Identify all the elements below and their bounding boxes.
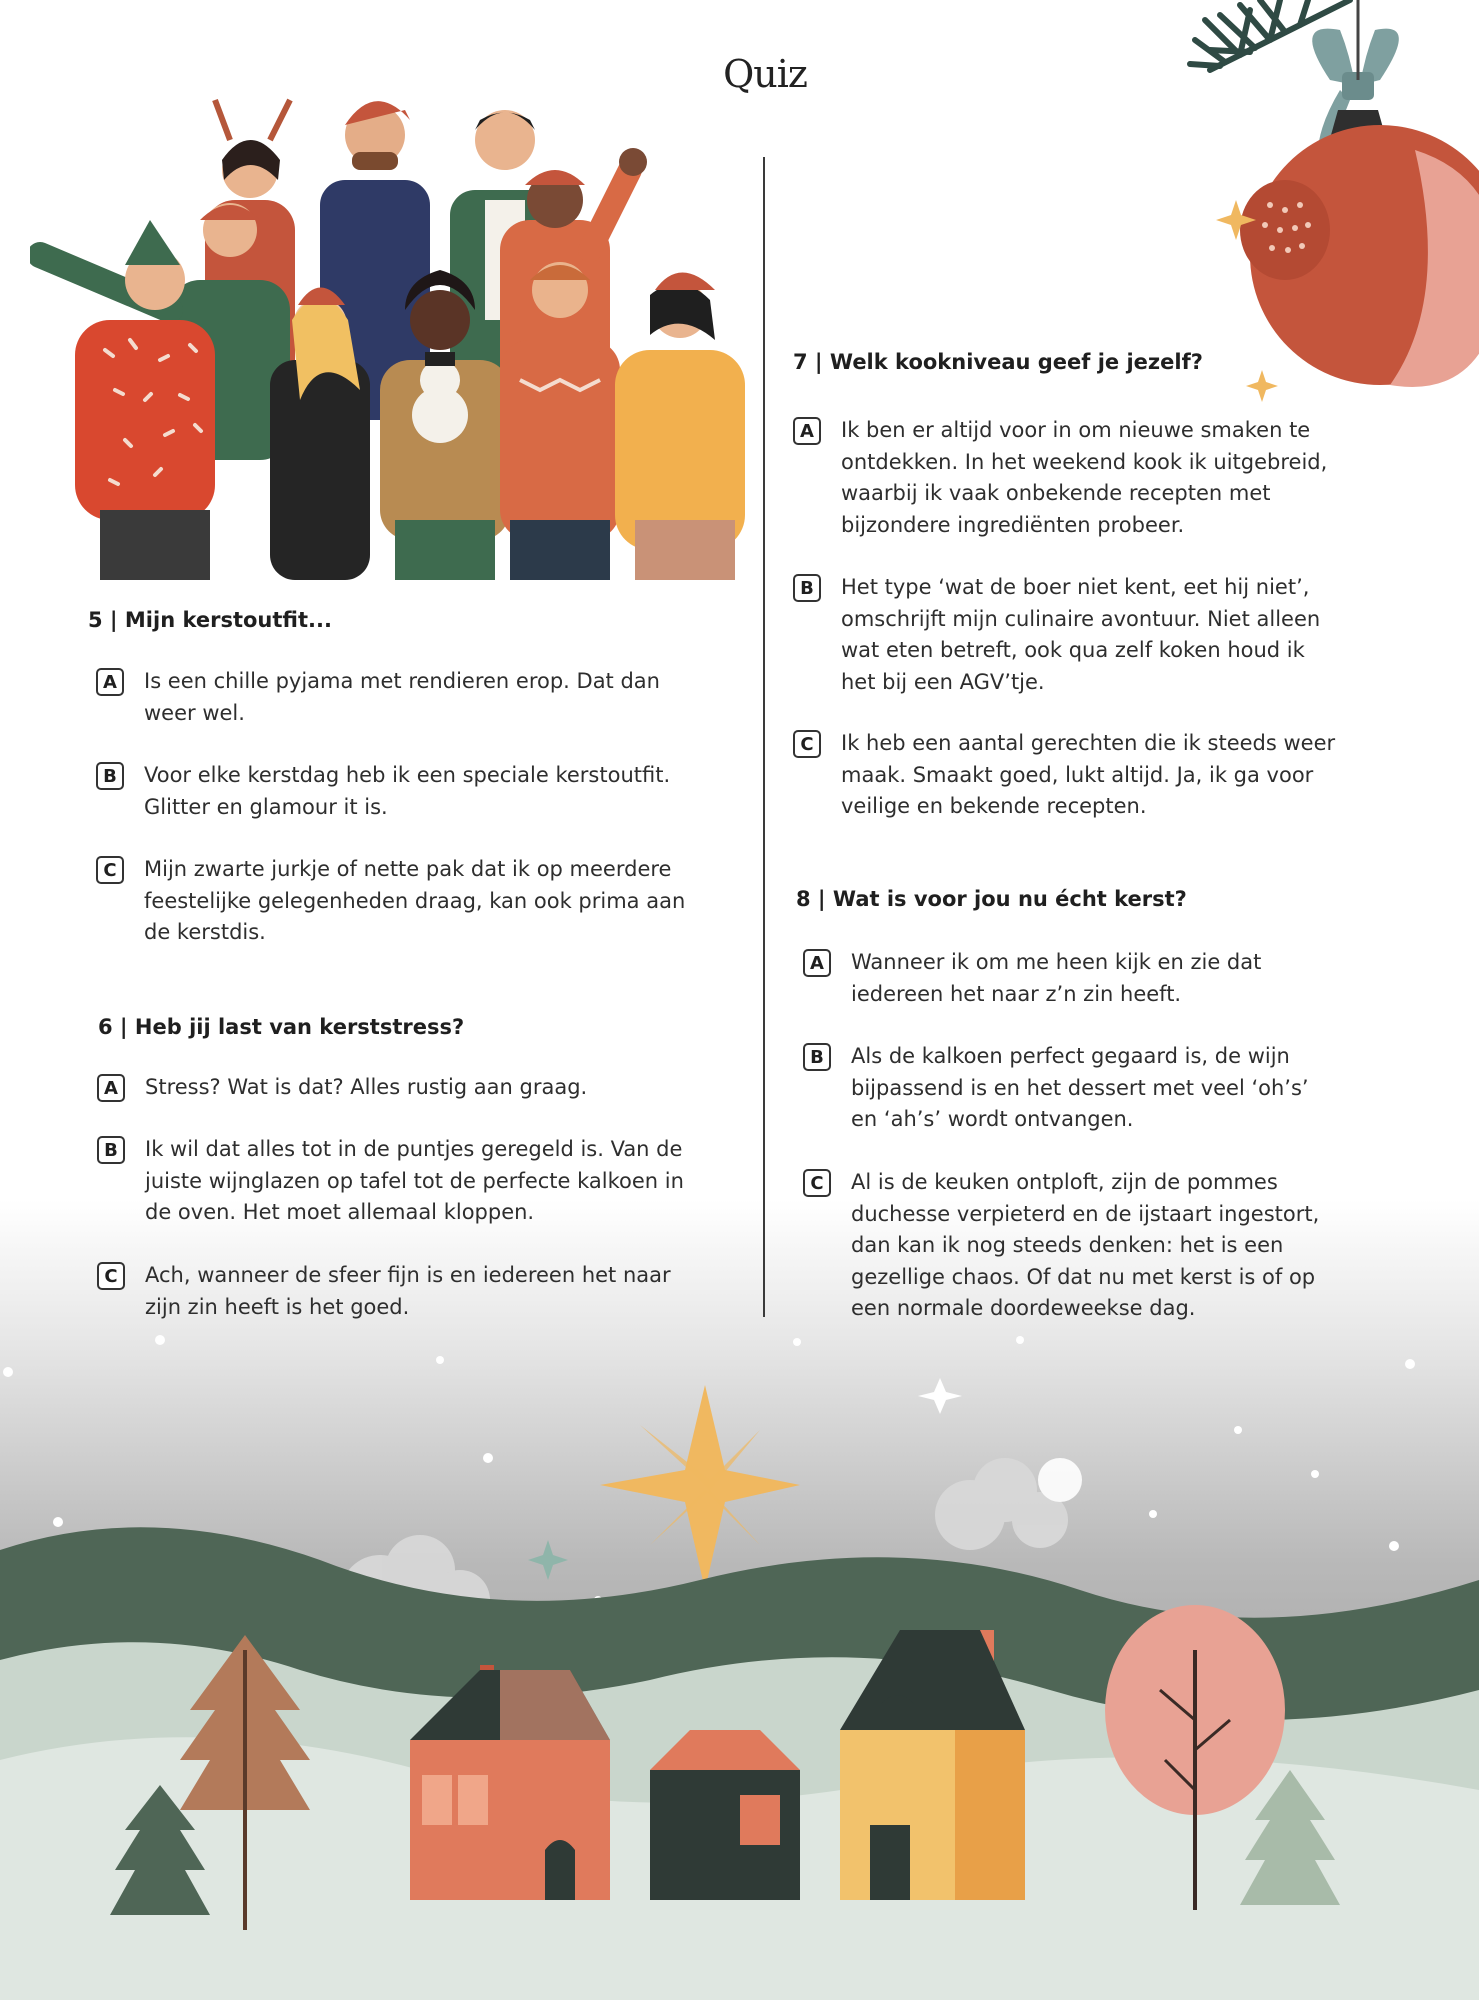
house-icon (650, 1730, 800, 1900)
question-6: 6 | Heb jij last van kerststress? (98, 1015, 465, 1039)
answer-letter-badge: B (793, 574, 821, 602)
answer-letter-badge: B (803, 1043, 831, 1071)
answer-letter-badge: C (96, 856, 124, 884)
page-title: Quiz (723, 52, 807, 96)
winter-village-illustration (0, 1330, 1479, 2000)
answer-letter-badge: A (96, 668, 124, 696)
answer-letter-badge: C (793, 730, 821, 758)
answer-text: Ik wil dat alles tot in de puntjes geregeld is. Van de juiste wijnglazen op tafel tot de perfecte kalkoen in de oven. Het moet allemaal kloppen. (145, 1137, 684, 1224)
answer-text: Ach, wanneer de sfeer fijn is en iedereen het naar zijn zin heeft is het goed. (145, 1263, 671, 1319)
answer-letter-badge: B (97, 1136, 125, 1164)
answer-text: Voor elke kerstdag heb ik een speciale kerstoutfit. Glitter en glamour it is. (144, 763, 671, 819)
answer-text: Stress? Wat is dat? Alles rustig aan graag. (145, 1075, 588, 1099)
answer-text: Ik ben er altijd voor in om nieuwe smaken te ontdekken. In het weekend kook ik uitgebreid, waarbij ik vaak onbekende recepten met bijzondere ingrediënten probeer. (841, 418, 1328, 537)
answer-text: Mijn zwarte jurkje of nette pak dat ik op meerdere feestelijke gelegenheden draag, kan ook prima aan de kerstdis. (144, 857, 686, 944)
christmas-ornament-illustration (1180, 0, 1479, 430)
question-8: 8 | Wat is voor jou nu écht kerst? (796, 887, 1187, 911)
answer-text: Ik heb een aantal gerechten die ik steeds weer maak. Smaakt goed, lukt altijd. Ja, ik ga voor veilige en bekende recepten. (841, 731, 1336, 818)
answer-letter-badge: A (97, 1074, 125, 1102)
question-5: 5 | Mijn kerstoutfit... (88, 608, 332, 632)
answer-letter-badge: C (803, 1169, 831, 1197)
answer-text: Wanneer ik om me heen kijk en zie dat iedereen het naar z’n zin heeft. (851, 950, 1262, 1006)
answer-text: Het type ‘wat de boer niet kent, eet hij niet’, omschrijft mijn culinaire avontuur. Niet alleen wat eten betreft, ook qua zelf koken houd ik het bij een AGV’tje. (841, 575, 1321, 694)
answer-letter-badge: A (793, 417, 821, 445)
star-icon (600, 1385, 800, 1590)
answer-letter-badge: B (96, 762, 124, 790)
answer-text: Al is de keuken ontploft, zijn de pommes duchesse verpieterd en de ijstaart ingestort, dan kan ik nog steeds denken: het is een gezellige chaos. Of dat nu met kerst is of op een normale doordeweekse dag. (851, 1170, 1320, 1320)
question-7: 7 | Welk kookniveau geef je jezelf? (793, 350, 1203, 374)
answer-letter-badge: A (803, 949, 831, 977)
answer-letter-badge: C (97, 1262, 125, 1290)
answer-text: Als de kalkoen perfect gegaard is, de wijn bijpassend is en het dessert met veel ‘oh’s’ en ‘ah’s’ wordt ontvangen. (851, 1044, 1309, 1131)
answer-text: Is een chille pyjama met rendieren erop. Dat dan weer wel. (144, 669, 660, 725)
snowflake-icon (918, 1378, 962, 1414)
column-divider (763, 157, 765, 1317)
christmas-party-people-illustration (30, 80, 770, 580)
